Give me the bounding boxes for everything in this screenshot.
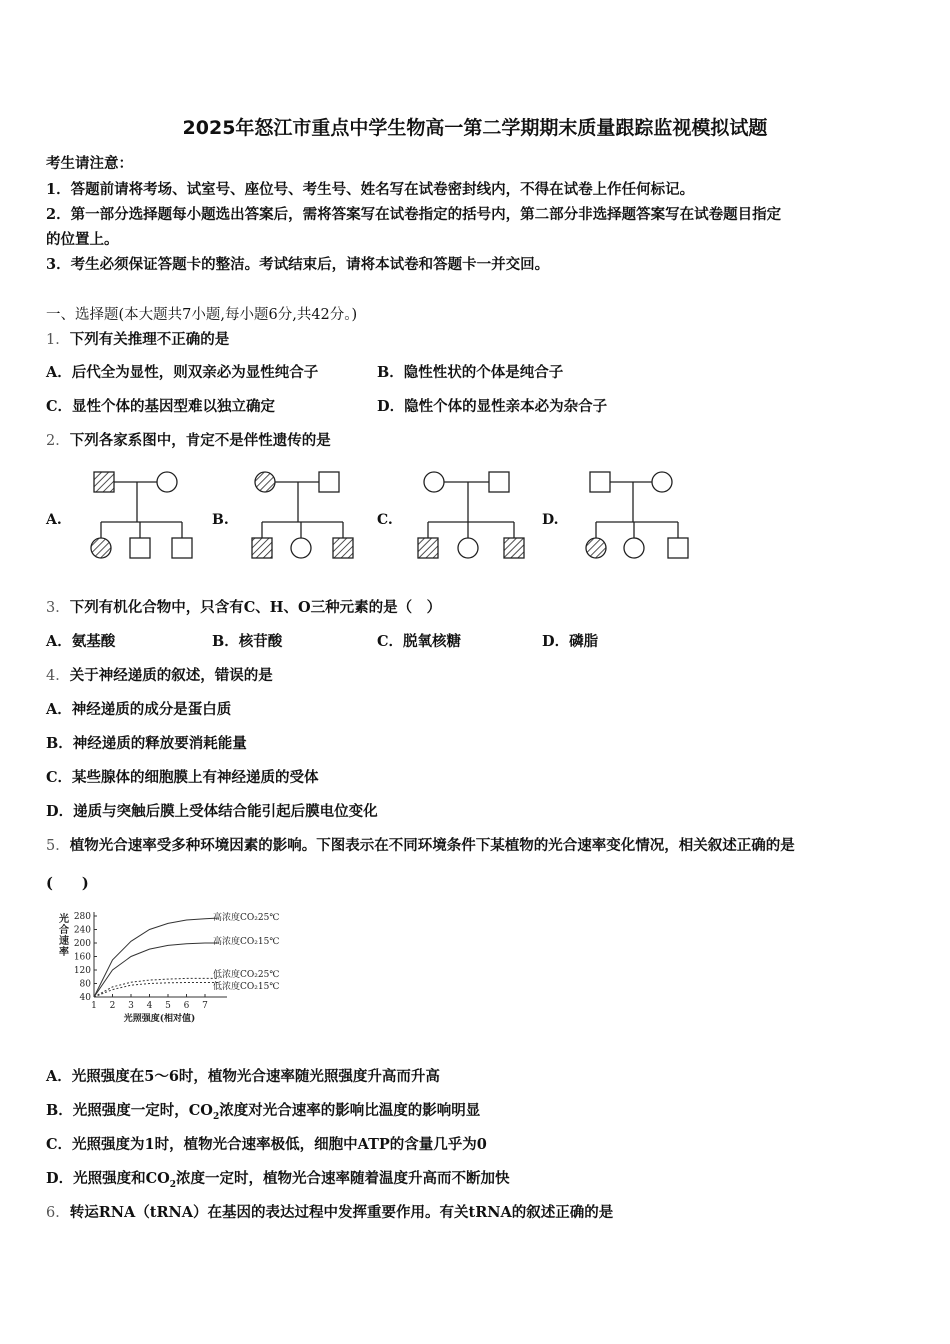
- option-a[interactable]: A．氨基酸: [46, 633, 116, 650]
- option-c[interactable]: C．光照强度为1时，植物光合速率极低，细胞中ATP的含量几乎为0: [46, 1136, 487, 1153]
- option-d[interactable]: [46, 1167, 510, 1190]
- x-tick-label: 6: [183, 1001, 190, 1011]
- notice-item: 1．答题前请将考场、试室号、座位号、考生号、姓名写在试卷密封线内，不得在试卷上作任何标记。: [46, 181, 695, 198]
- notice-item: 3．考生必须保证答题卡的整洁。考试结束后，请将本试卷和答题卡一并交回。: [46, 256, 550, 273]
- notice-item: 2．第一部分选择题每小题选出答案后，需将答案写在试卷指定的括号内，第二部分非选择题答案写在试卷题目指定: [46, 206, 782, 223]
- option-c[interactable]: C．脱氧核糖: [377, 633, 462, 650]
- question-4: [46, 664, 273, 685]
- question-3: [46, 596, 441, 617]
- option-b[interactable]: B．核苷酸: [212, 633, 283, 650]
- subscript: 2: [169, 1179, 177, 1190]
- series-line: [94, 943, 219, 997]
- y-axis-label: 合: [59, 925, 69, 936]
- series-label: 高浓度CO₂15℃: [213, 937, 280, 947]
- question-number: 4．: [46, 668, 70, 684]
- page-title: 2025年怒江市重点中学生物高一第二学期期末质量跟踪监视模拟试题: [182, 117, 768, 139]
- pedigree-c: [418, 472, 524, 558]
- notice-item: 的位置上。: [46, 231, 119, 248]
- question-stem: 下列有关推理不正确的是: [69, 331, 230, 348]
- x-tick-label: 3: [128, 1001, 134, 1011]
- series-line: [94, 918, 219, 997]
- question-stem: 下列各家系图中，肯定不是伴性遗传的是: [69, 432, 331, 449]
- option-d[interactable]: D．隐性个体的显性亲本必为杂合子: [377, 398, 608, 415]
- x-tick-label: 1: [91, 1001, 97, 1011]
- pedigree-b: [252, 472, 353, 558]
- option-b[interactable]: B．神经递质的释放要消耗能量: [46, 735, 247, 752]
- y-tick-label: 40: [79, 993, 91, 1003]
- series-label: 高浓度CO₂25℃: [213, 913, 280, 923]
- option-text: 浓度一定时，植物光合速率随着温度升高而不断加快: [176, 1170, 510, 1187]
- series-label: 低浓度CO₂15℃: [213, 982, 280, 992]
- notice-heading: 考生请注意：: [46, 155, 133, 172]
- option-b[interactable]: B．隐性性状的个体是纯合子: [377, 364, 564, 381]
- y-tick-label: 200: [73, 939, 91, 949]
- pedigree-label-b[interactable]: B.: [212, 512, 229, 528]
- photosynthesis-chart: [40, 900, 310, 1030]
- y-tick-label: 80: [79, 979, 91, 990]
- y-tick-label: 280: [73, 912, 91, 922]
- x-tick-label: 4: [146, 1001, 153, 1011]
- option-a[interactable]: A．光照强度在5～6时，植物光合速率随光照强度升高而升高: [46, 1068, 440, 1085]
- option-text: B．光照强度一定时，CO: [46, 1102, 213, 1119]
- question-stem: 转运RNA（tRNA）在基因的表达过程中发挥重要作用。有关tRNA的叙述正确的是: [69, 1204, 614, 1221]
- question-number: 2．: [46, 433, 70, 449]
- question-6: [46, 1201, 613, 1222]
- option-b[interactable]: [46, 1099, 480, 1122]
- pedigree-label-c[interactable]: C.: [377, 512, 393, 528]
- pedigree-a: [91, 472, 192, 558]
- question-5: [46, 834, 795, 855]
- y-tick-label: 120: [73, 966, 91, 976]
- pedigree-label-a[interactable]: A.: [46, 512, 62, 528]
- pedigree-d: [586, 472, 688, 558]
- y-tick-label: 160: [73, 952, 91, 963]
- x-tick-label: 5: [165, 1001, 171, 1011]
- question-stem: 植物光合速率受多种环境因素的影响。下图表示在不同环境条件下某植物的光合速率变化情况，相关叙述正确的是: [69, 837, 795, 854]
- question-1: [46, 328, 229, 349]
- question-stem: 下列有机化合物中，只含有C、H、O三种元素的是（ ）: [69, 599, 442, 616]
- option-c[interactable]: C．某些腺体的细胞膜上有神经递质的受体: [46, 769, 319, 786]
- answer-paren: ( ): [46, 875, 89, 892]
- subscript: 2: [212, 1111, 220, 1122]
- x-axis-label: 光照强度(相对值): [123, 1014, 196, 1024]
- y-tick-label: 240: [73, 925, 91, 936]
- series-label: 低浓度CO₂25℃: [213, 970, 280, 980]
- question-number: 3．: [46, 600, 70, 616]
- question-2: [46, 429, 331, 450]
- y-axis-label: 速: [59, 936, 69, 947]
- option-a[interactable]: A．后代全为显性，则双亲必为显性纯合子: [46, 364, 319, 381]
- question-number: 6．: [46, 1205, 70, 1221]
- section-heading: 一、选择题(本大题共7小题,每小题6分,共42分。): [46, 307, 358, 323]
- y-axis-label: 光: [59, 914, 69, 925]
- question-stem: 关于神经递质的叙述，错误的是: [69, 667, 273, 684]
- pedigree-label-d[interactable]: D.: [542, 512, 559, 528]
- question-number: 1．: [46, 332, 70, 348]
- question-number: 5．: [46, 838, 70, 854]
- x-tick-label: 2: [109, 1001, 116, 1011]
- option-c[interactable]: C．显性个体的基因型难以独立确定: [46, 398, 276, 415]
- y-axis-label: 率: [59, 947, 69, 958]
- x-tick-label: 7: [202, 1001, 208, 1011]
- option-text: 浓度对光合速率的影响比温度的影响明显: [219, 1102, 481, 1119]
- option-d[interactable]: D．磷脂: [542, 633, 599, 650]
- option-a[interactable]: A．神经递质的成分是蛋白质: [46, 701, 232, 718]
- option-text: D．光照强度和CO: [46, 1170, 170, 1187]
- option-d[interactable]: D．递质与突触后膜上受体结合能引起后膜电位变化: [46, 803, 378, 820]
- pedigree-diagrams: [0, 460, 950, 570]
